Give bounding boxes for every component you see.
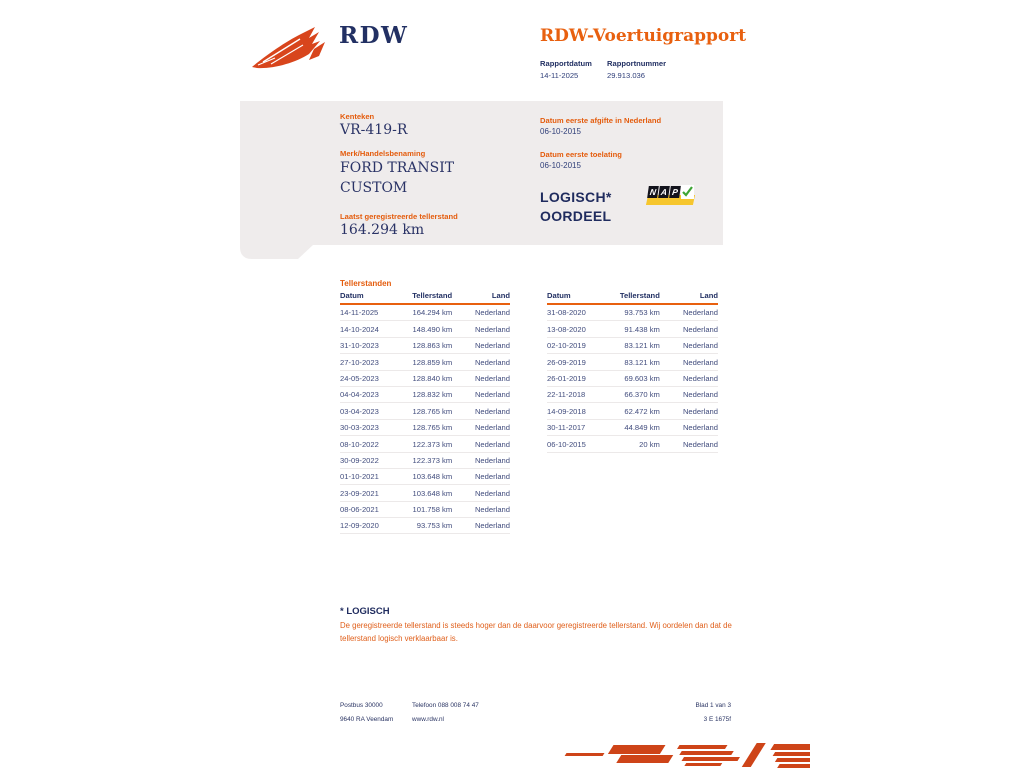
table-row xyxy=(547,321,718,337)
row-tellerstand: 44.849 km xyxy=(612,419,660,435)
row-tellerstand: 128.840 km xyxy=(405,370,453,386)
table-row xyxy=(340,501,510,517)
row-datum: 01-10-2021 xyxy=(340,468,405,484)
row-datum: 30-11-2017 xyxy=(547,419,612,435)
row-datum: 26-01-2019 xyxy=(547,370,612,386)
nap-letter-box: N xyxy=(647,186,659,198)
merk-value-line1: FORD TRANSIT xyxy=(340,160,455,176)
row-land: Nederland xyxy=(452,468,510,484)
afgifte-label: Datum eerste afgifte in Nederland xyxy=(540,116,662,125)
table-row xyxy=(340,419,510,435)
row-tellerstand: 101.758 km xyxy=(405,501,453,517)
row-datum: 12-09-2020 xyxy=(340,518,405,534)
table-row xyxy=(547,403,718,419)
table-row xyxy=(547,386,718,402)
row-land: Nederland xyxy=(452,386,510,402)
merk-value-line2: CUSTOM xyxy=(340,180,408,196)
row-tellerstand: 103.648 km xyxy=(405,485,453,501)
table-row xyxy=(340,321,510,337)
row-land: Nederland xyxy=(660,321,718,337)
rdw-wordmark: RDW xyxy=(339,22,409,49)
row-datum: 24-05-2023 xyxy=(340,370,405,386)
col-header-land: Land xyxy=(660,291,718,304)
row-datum: 02-10-2019 xyxy=(547,337,612,353)
nap-letter-box: P xyxy=(669,186,681,198)
row-land: Nederland xyxy=(660,436,718,452)
row-tellerstand: 93.753 km xyxy=(405,518,453,534)
row-datum: 08-10-2022 xyxy=(340,436,405,452)
table-row xyxy=(340,337,510,353)
row-tellerstand: 69.603 km xyxy=(612,370,660,386)
row-tellerstand: 122.373 km xyxy=(405,436,453,452)
footer-address-line2: 9640 RA Veendam xyxy=(340,716,394,723)
row-tellerstand: 128.765 km xyxy=(405,419,453,435)
oordeel-line2: OORDEEL xyxy=(540,208,612,224)
row-land: Nederland xyxy=(452,436,510,452)
row-land: Nederland xyxy=(660,419,718,435)
kenteken-label: Kenteken xyxy=(340,112,375,121)
nap-logo xyxy=(647,185,697,207)
row-datum: 22-11-2018 xyxy=(547,386,612,402)
report-number-label: Rapportnummer xyxy=(607,59,667,68)
row-datum: 14-11-2025 xyxy=(340,304,405,321)
row-tellerstand: 128.765 km xyxy=(405,403,453,419)
table-row xyxy=(340,354,510,370)
tellerstand-value: 164.294 km xyxy=(340,222,425,238)
row-land: Nederland xyxy=(452,419,510,435)
row-land: Nederland xyxy=(452,370,510,386)
row-datum: 27-10-2023 xyxy=(340,354,405,370)
row-datum: 31-10-2023 xyxy=(340,337,405,353)
footer-address xyxy=(340,699,393,727)
row-tellerstand: 103.648 km xyxy=(405,468,453,484)
report-date-value: 14-11-2025 xyxy=(540,71,579,80)
row-land: Nederland xyxy=(660,354,718,370)
row-datum: 06-10-2015 xyxy=(547,436,612,452)
row-datum: 31-08-2020 xyxy=(547,304,612,321)
row-tellerstand: 91.438 km xyxy=(612,321,660,337)
tables-title: Tellerstanden xyxy=(340,279,392,288)
row-datum: 08-06-2021 xyxy=(340,501,405,517)
footer-phone: Telefoon 088 008 74 47 xyxy=(412,702,479,709)
row-tellerstand: 20 km xyxy=(612,436,660,452)
row-tellerstand: 83.121 km xyxy=(612,354,660,370)
table-row xyxy=(547,304,718,321)
table-row xyxy=(340,518,510,534)
report-date-label: Rapportdatum xyxy=(540,59,592,68)
row-land: Nederland xyxy=(660,403,718,419)
odometer-table-left xyxy=(340,291,510,534)
row-land: Nederland xyxy=(452,452,510,468)
table-row xyxy=(547,419,718,435)
row-land: Nederland xyxy=(452,485,510,501)
table-row xyxy=(340,370,510,386)
footer-page-info xyxy=(631,699,731,727)
row-tellerstand: 62.472 km xyxy=(612,403,660,419)
table-header-row xyxy=(547,291,718,304)
row-land: Nederland xyxy=(452,518,510,534)
afgifte-value: 06-10-2015 xyxy=(540,127,581,136)
row-land: Nederland xyxy=(660,337,718,353)
col-header-land: Land xyxy=(452,291,510,304)
col-header-tellerstand: Tellerstand xyxy=(405,291,453,304)
table-row xyxy=(340,386,510,402)
row-tellerstand: 164.294 km xyxy=(405,304,453,321)
report-number-value: 29.913.036 xyxy=(607,71,646,80)
row-land: Nederland xyxy=(452,501,510,517)
feather-detail-decoration-icon xyxy=(540,741,810,768)
row-datum: 26-09-2019 xyxy=(547,354,612,370)
table-row xyxy=(340,304,510,321)
rdw-feather-icon xyxy=(251,26,335,72)
footer-contact xyxy=(412,699,479,727)
row-datum: 03-04-2023 xyxy=(340,403,405,419)
table-row xyxy=(340,436,510,452)
footer-doc-code: 3 E 1675f xyxy=(703,716,731,723)
row-datum: 30-09-2022 xyxy=(340,452,405,468)
footer-address-line1: Postbus 30000 xyxy=(340,702,383,709)
row-tellerstand: 66.370 km xyxy=(612,386,660,402)
col-header-tellerstand: Tellerstand xyxy=(612,291,660,304)
table-row xyxy=(547,436,718,452)
row-land: Nederland xyxy=(452,337,510,353)
row-datum: 23-09-2021 xyxy=(340,485,405,501)
kenteken-value: VR-419-R xyxy=(340,122,408,138)
row-land: Nederland xyxy=(452,354,510,370)
table-row xyxy=(340,403,510,419)
tellerstand-label: Laatst geregistreerde tellerstand xyxy=(340,212,458,221)
col-header-datum: Datum xyxy=(547,291,612,304)
table-row xyxy=(547,370,718,386)
nap-check-icon xyxy=(681,185,694,199)
row-tellerstand: 93.753 km xyxy=(612,304,660,321)
row-tellerstand: 128.859 km xyxy=(405,354,453,370)
row-tellerstand: 128.863 km xyxy=(405,337,453,353)
odometer-table-right xyxy=(547,291,718,453)
row-tellerstand: 128.832 km xyxy=(405,386,453,402)
table-row xyxy=(547,354,718,370)
row-land: Nederland xyxy=(660,370,718,386)
table-row xyxy=(340,468,510,484)
row-datum: 14-10-2024 xyxy=(340,321,405,337)
row-datum: 30-03-2023 xyxy=(340,419,405,435)
col-header-datum: Datum xyxy=(340,291,405,304)
footer-page-number: Blad 1 van 3 xyxy=(695,702,731,709)
merk-label: Merk/Handelsbenaming xyxy=(340,149,426,158)
footer-website: www.rdw.nl xyxy=(412,716,444,723)
row-tellerstand: 148.490 km xyxy=(405,321,453,337)
row-land: Nederland xyxy=(452,304,510,321)
row-tellerstand: 83.121 km xyxy=(612,337,660,353)
row-datum: 04-04-2023 xyxy=(340,386,405,402)
table-row xyxy=(340,485,510,501)
row-land: Nederland xyxy=(452,321,510,337)
table-row xyxy=(340,452,510,468)
table-row xyxy=(547,337,718,353)
oordeel-line1: LOGISCH* xyxy=(540,189,612,205)
row-tellerstand: 122.373 km xyxy=(405,452,453,468)
row-datum: 13-08-2020 xyxy=(547,321,612,337)
row-land: Nederland xyxy=(660,386,718,402)
toelating-label: Datum eerste toelating xyxy=(540,150,622,159)
footnote-text: De geregistreerde tellerstand is steeds hoger dan de daarvoor geregistreerde tellerstand. Wij oordelen dan dat de tellerstand logisch verklaarbaar is. xyxy=(340,621,732,643)
row-land: Nederland xyxy=(452,403,510,419)
footnote-title: * LOGISCH xyxy=(340,606,390,617)
toelating-value: 06-10-2015 xyxy=(540,161,581,170)
nap-letter-box: A xyxy=(658,186,670,198)
table-header-row xyxy=(340,291,510,304)
row-datum: 14-09-2018 xyxy=(547,403,612,419)
oordeel-text xyxy=(540,188,612,226)
page-title: RDW-Voertuigrapport xyxy=(540,26,747,46)
row-land: Nederland xyxy=(660,304,718,321)
